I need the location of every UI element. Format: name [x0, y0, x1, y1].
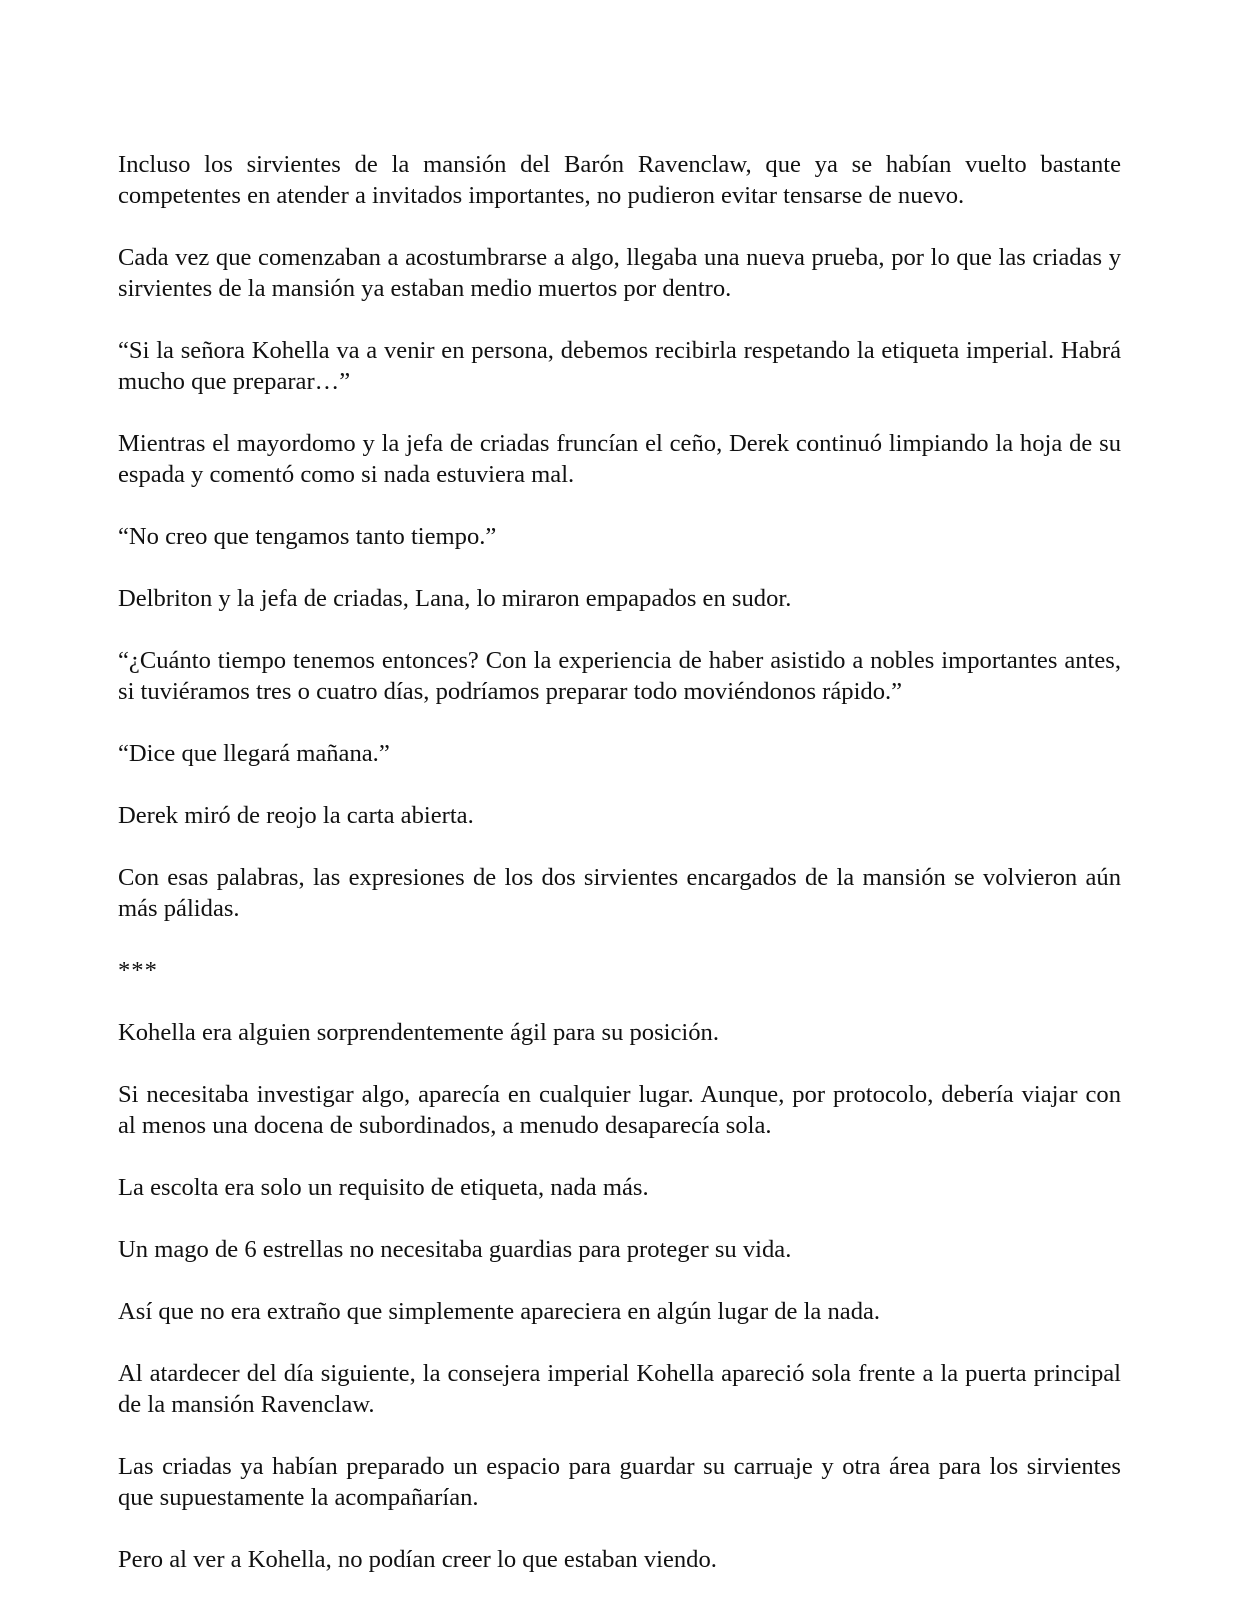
scene-separator: ***: [118, 957, 158, 984]
paragraph: Derek miró de reojo la carta abierta.: [118, 802, 474, 829]
dialogue-paragraph: “Si la señora Kohella va a venir en persona, debemos recibirla respetando la etiqueta imperial. Habrá mucho que preparar…”: [118, 337, 1121, 395]
paragraph: Al atardecer del día siguiente, la consejera imperial Kohella apareció sola frente a la puerta principal de la mansión Ravenclaw.: [118, 1360, 1121, 1418]
paragraph: Cada vez que comenzaban a acostumbrarse a algo, llegaba una nueva prueba, por lo que las criadas y sirvientes de la mansión ya estaban medio muertos por dentro.: [118, 244, 1121, 302]
paragraph: Un mago de 6 estrellas no necesitaba guardias para proteger su vida.: [118, 1236, 792, 1263]
paragraph: Con esas palabras, las expresiones de los dos sirvientes encargados de la mansión se volvieron aún más pálidas.: [118, 864, 1121, 922]
paragraph: Pero al ver a Kohella, no podían creer lo que estaban viendo.: [118, 1546, 717, 1573]
paragraph: Delbriton y la jefa de criadas, Lana, lo miraron empapados en sudor.: [118, 585, 792, 612]
dialogue-paragraph: “No creo que tengamos tanto tiempo.”: [118, 523, 497, 550]
paragraph: Así que no era extraño que simplemente apareciera en algún lugar de la nada.: [118, 1298, 881, 1325]
paragraph: Incluso los sirvientes de la mansión del Barón Ravenclaw, que ya se habían vuelto bastante competentes en atender a invitados importantes, no pudieron evitar tensarse de nuevo.: [118, 151, 1121, 209]
document-body: [118, 149, 1121, 1606]
paragraph: Si necesitaba investigar algo, aparecía en cualquier lugar. Aunque, por protocolo, debería viajar con al menos una docena de subordinados, a menudo desaparecía sola.: [118, 1081, 1121, 1139]
paragraph: Kohella era alguien sorprendentemente ágil para su posición.: [118, 1019, 719, 1046]
paragraph: Mientras el mayordomo y la jefa de criadas fruncían el ceño, Derek continuó limpiando la hoja de su espada y comentó como si nada estuviera mal.: [118, 430, 1121, 488]
paragraph: Las criadas ya habían preparado un espacio para guardar su carruaje y otra área para los sirvientes que supuestamente la acompañarían.: [118, 1453, 1121, 1511]
dialogue-paragraph: “¿Cuánto tiempo tenemos entonces? Con la experiencia de haber asistido a nobles importantes antes, si tuviéramos tres o cuatro días, podríamos preparar todo moviéndonos rápido.”: [118, 647, 1121, 705]
paragraph: La escolta era solo un requisito de etiqueta, nada más.: [118, 1174, 649, 1201]
dialogue-paragraph: “Dice que llegará mañana.”: [118, 740, 390, 767]
